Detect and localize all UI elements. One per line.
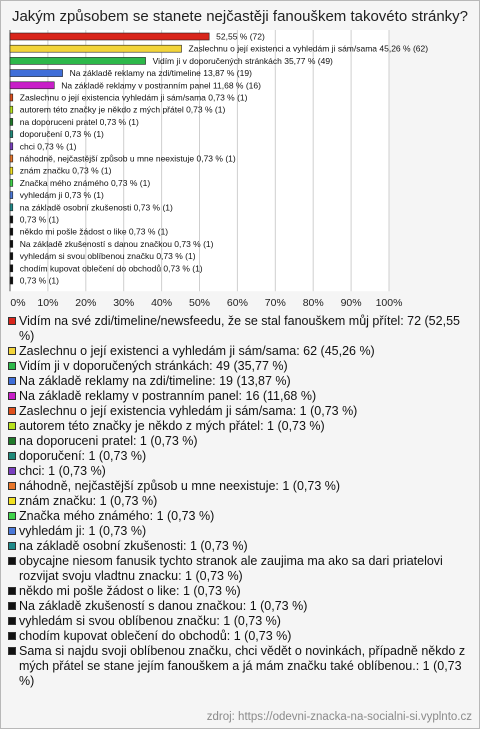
legend-label: autorem této značky je někdo z mých přátel: 1 (0,73 %) bbox=[19, 419, 325, 433]
bar bbox=[10, 70, 63, 77]
legend-label: Na základě reklamy na zdi/timeline: 19 (13,87 %) bbox=[19, 374, 291, 388]
legend-label: obycajne niesom fanusik tychto stranok ale zaujima ma ako sa dari priatelovi rozvijat svoju vladtnu znacku: 1 (0,73 %) bbox=[19, 554, 443, 583]
legend-label: Značka mého známého: 1 (0,73 %) bbox=[19, 509, 215, 523]
legend-swatch bbox=[8, 392, 16, 400]
legend-swatch bbox=[8, 482, 16, 490]
legend-swatch bbox=[8, 527, 16, 535]
bar-chart bbox=[0, 0, 480, 310]
legend-item bbox=[8, 434, 472, 449]
x-tick-label: 80% bbox=[302, 297, 324, 310]
bar bbox=[10, 228, 13, 235]
bar bbox=[10, 253, 13, 260]
legend-swatch bbox=[8, 437, 16, 445]
bar-label: chci 0,73 % (1) bbox=[19, 141, 77, 152]
bar-label: 0,73 % (1) bbox=[19, 275, 59, 286]
legend-swatch bbox=[8, 317, 16, 325]
bar-label: někdo mi pošle žádost o like 0,73 % (1) bbox=[19, 226, 169, 237]
bar bbox=[10, 118, 13, 125]
legend-swatch bbox=[8, 452, 16, 460]
legend-item bbox=[8, 449, 472, 464]
bar-label: Na základě reklamy v postranním panel 11,68 % (16) bbox=[61, 80, 261, 91]
x-tick-label: 30% bbox=[113, 297, 135, 310]
legend-swatch bbox=[8, 602, 16, 610]
x-tick-label: 60% bbox=[226, 297, 248, 310]
legend-swatch bbox=[8, 557, 16, 565]
bar bbox=[10, 204, 13, 211]
x-tick-label: 50% bbox=[188, 297, 211, 310]
x-tick-label: 20% bbox=[75, 297, 97, 310]
x-tick-label: 100% bbox=[375, 297, 403, 310]
bar-label: vyhledám si svou oblíbenou značku 0,73 % (1) bbox=[19, 251, 196, 262]
bar bbox=[10, 179, 13, 186]
bar bbox=[10, 167, 13, 174]
bar bbox=[10, 277, 13, 284]
legend-swatch bbox=[8, 542, 16, 550]
legend-item bbox=[8, 539, 472, 554]
legend-item bbox=[8, 389, 472, 404]
bar-label: chodím kupovat oblečení do obchodů 0,73 % (1) bbox=[19, 263, 203, 274]
chart-title: Jakým způsobem se stanete nejčastěji fanouškem takovéto stránky? bbox=[11, 8, 469, 25]
legend-swatch bbox=[8, 632, 16, 640]
bar-label: Zaslechnu o její existencia vyhledám ji sám/sama 0,73 % (1) bbox=[19, 92, 248, 103]
bar-label: 52,55 % (72) bbox=[216, 31, 265, 42]
legend-label: na základě osobní zkušenosti: 1 (0,73 %) bbox=[19, 539, 248, 553]
legend-swatch bbox=[8, 587, 16, 595]
bar bbox=[10, 131, 13, 138]
bar bbox=[10, 155, 13, 162]
bar-label: náhodně, nejčastější způsob u mne neexistuje 0,73 % (1) bbox=[19, 153, 236, 164]
legend-label: na doporuceni pratel: 1 (0,73 %) bbox=[19, 434, 198, 448]
bar-label: autorem této značky je někdo z mých přátel 0,73 % (1) bbox=[19, 104, 226, 115]
legend-label: Zaslechnu o její existencia vyhledám ji sám/sama: 1 (0,73 %) bbox=[19, 404, 358, 418]
bar-label: Na základě zkušeností s danou značkou 0,73 % (1) bbox=[19, 238, 214, 249]
legend-item bbox=[8, 629, 472, 644]
legend-label: vyhledám si svou oblíbenou značku: 1 (0,73 %) bbox=[19, 614, 281, 628]
x-tick-label: 90% bbox=[340, 297, 362, 310]
x-tick-label: 0% bbox=[10, 297, 26, 310]
bar-label: doporučení 0,73 % (1) bbox=[19, 129, 104, 140]
x-tick-label: 10% bbox=[37, 297, 59, 310]
bar bbox=[10, 192, 13, 199]
legend-label: chci: 1 (0,73 %) bbox=[19, 464, 106, 478]
legend-label: Vidím na své zdi/timeline/newsfeedu, že se stal fanouškem můj přítel: 72 (52,55 %) bbox=[19, 314, 460, 343]
legend-item bbox=[8, 344, 472, 359]
bar-label: Vidím ji v doporučených stránkách 35,77 % (49) bbox=[152, 55, 333, 66]
legend-item bbox=[8, 509, 472, 524]
legend-swatch bbox=[8, 647, 16, 655]
legend-label: Na základě reklamy v postranním panel: 16 (11,68 %) bbox=[19, 389, 317, 403]
bar bbox=[10, 45, 182, 52]
legend-swatch bbox=[8, 497, 16, 505]
bar bbox=[10, 57, 146, 64]
legend-label: Sama si najdu svoji oblíbenou značku, chci vědět o novinkách, případně někdo z mých přátel se stane jejím fanouškem a já mám značku také oblíbenou.: 1 (0,73 %) bbox=[19, 644, 466, 688]
bar-label: Značka mého známého 0,73 % (1) bbox=[19, 177, 151, 188]
legend-item bbox=[8, 644, 472, 689]
source-link[interactable]: zdroj: https://odevni-znacka-na-socialni-si.vyplnto.cz bbox=[206, 711, 472, 723]
bar-label: 0,73 % (1) bbox=[19, 214, 59, 225]
legend-swatch bbox=[8, 407, 16, 415]
legend-item bbox=[8, 554, 472, 584]
legend bbox=[8, 314, 472, 689]
bar bbox=[10, 33, 209, 40]
bar-label: Zaslechnu o její existenci a vyhledám ji sám/sama 45,26 % (62) bbox=[188, 43, 429, 54]
legend-label: doporučení: 1 (0,73 %) bbox=[19, 449, 147, 463]
bar-label: Na základě reklamy na zdi/timeline 13,87 % (19) bbox=[69, 68, 252, 79]
bar bbox=[10, 216, 13, 223]
legend-item bbox=[8, 479, 472, 494]
legend-swatch bbox=[8, 347, 16, 355]
legend-item bbox=[8, 614, 472, 629]
legend-item bbox=[8, 374, 472, 389]
legend-label: vyhledám ji: 1 (0,73 %) bbox=[19, 524, 147, 538]
legend-swatch bbox=[8, 362, 16, 370]
legend-item bbox=[8, 524, 472, 539]
legend-label: Vidím ji v doporučených stránkách: 49 (35,77 %) bbox=[19, 359, 288, 373]
legend-swatch bbox=[8, 512, 16, 520]
legend-item bbox=[8, 494, 472, 509]
legend-item bbox=[8, 314, 472, 344]
legend-swatch bbox=[8, 467, 16, 475]
legend-item bbox=[8, 359, 472, 374]
legend-label: někdo mi pošle žádost o like: 1 (0,73 %) bbox=[19, 584, 241, 598]
legend-label: znám značku: 1 (0,73 %) bbox=[19, 494, 158, 508]
legend-item bbox=[8, 599, 472, 614]
legend-swatch bbox=[8, 377, 16, 385]
legend-item bbox=[8, 419, 472, 434]
bar-label: na doporuceni pratel 0,73 % (1) bbox=[19, 116, 139, 127]
x-tick-label: 70% bbox=[264, 297, 286, 310]
bar bbox=[10, 240, 13, 247]
bar bbox=[10, 143, 13, 150]
legend-label: Na základě zkušeností s danou značkou: 1 (0,73 %) bbox=[19, 599, 308, 613]
legend-item bbox=[8, 584, 472, 599]
x-tick-label: 40% bbox=[151, 297, 173, 310]
legend-item bbox=[8, 464, 472, 479]
bar bbox=[10, 82, 54, 89]
legend-item bbox=[8, 404, 472, 419]
legend-label: chodím kupovat oblečení do obchodů: 1 (0,73 %) bbox=[19, 629, 292, 643]
legend-swatch bbox=[8, 617, 16, 625]
bar-label: na základě osobní zkušenosti 0,73 % (1) bbox=[19, 202, 173, 213]
legend-swatch bbox=[8, 422, 16, 430]
bar bbox=[10, 94, 13, 101]
bar bbox=[10, 265, 13, 272]
bar-label: znám značku 0,73 % (1) bbox=[19, 165, 112, 176]
bar-label: vyhledám ji 0,73 % (1) bbox=[19, 190, 104, 201]
bar bbox=[10, 106, 13, 113]
legend-label: Zaslechnu o její existenci a vyhledám ji sám/sama: 62 (45,26 %) bbox=[19, 344, 375, 358]
legend-label: náhodně, nejčastější způsob u mne neexistuje: 1 (0,73 %) bbox=[19, 479, 341, 493]
